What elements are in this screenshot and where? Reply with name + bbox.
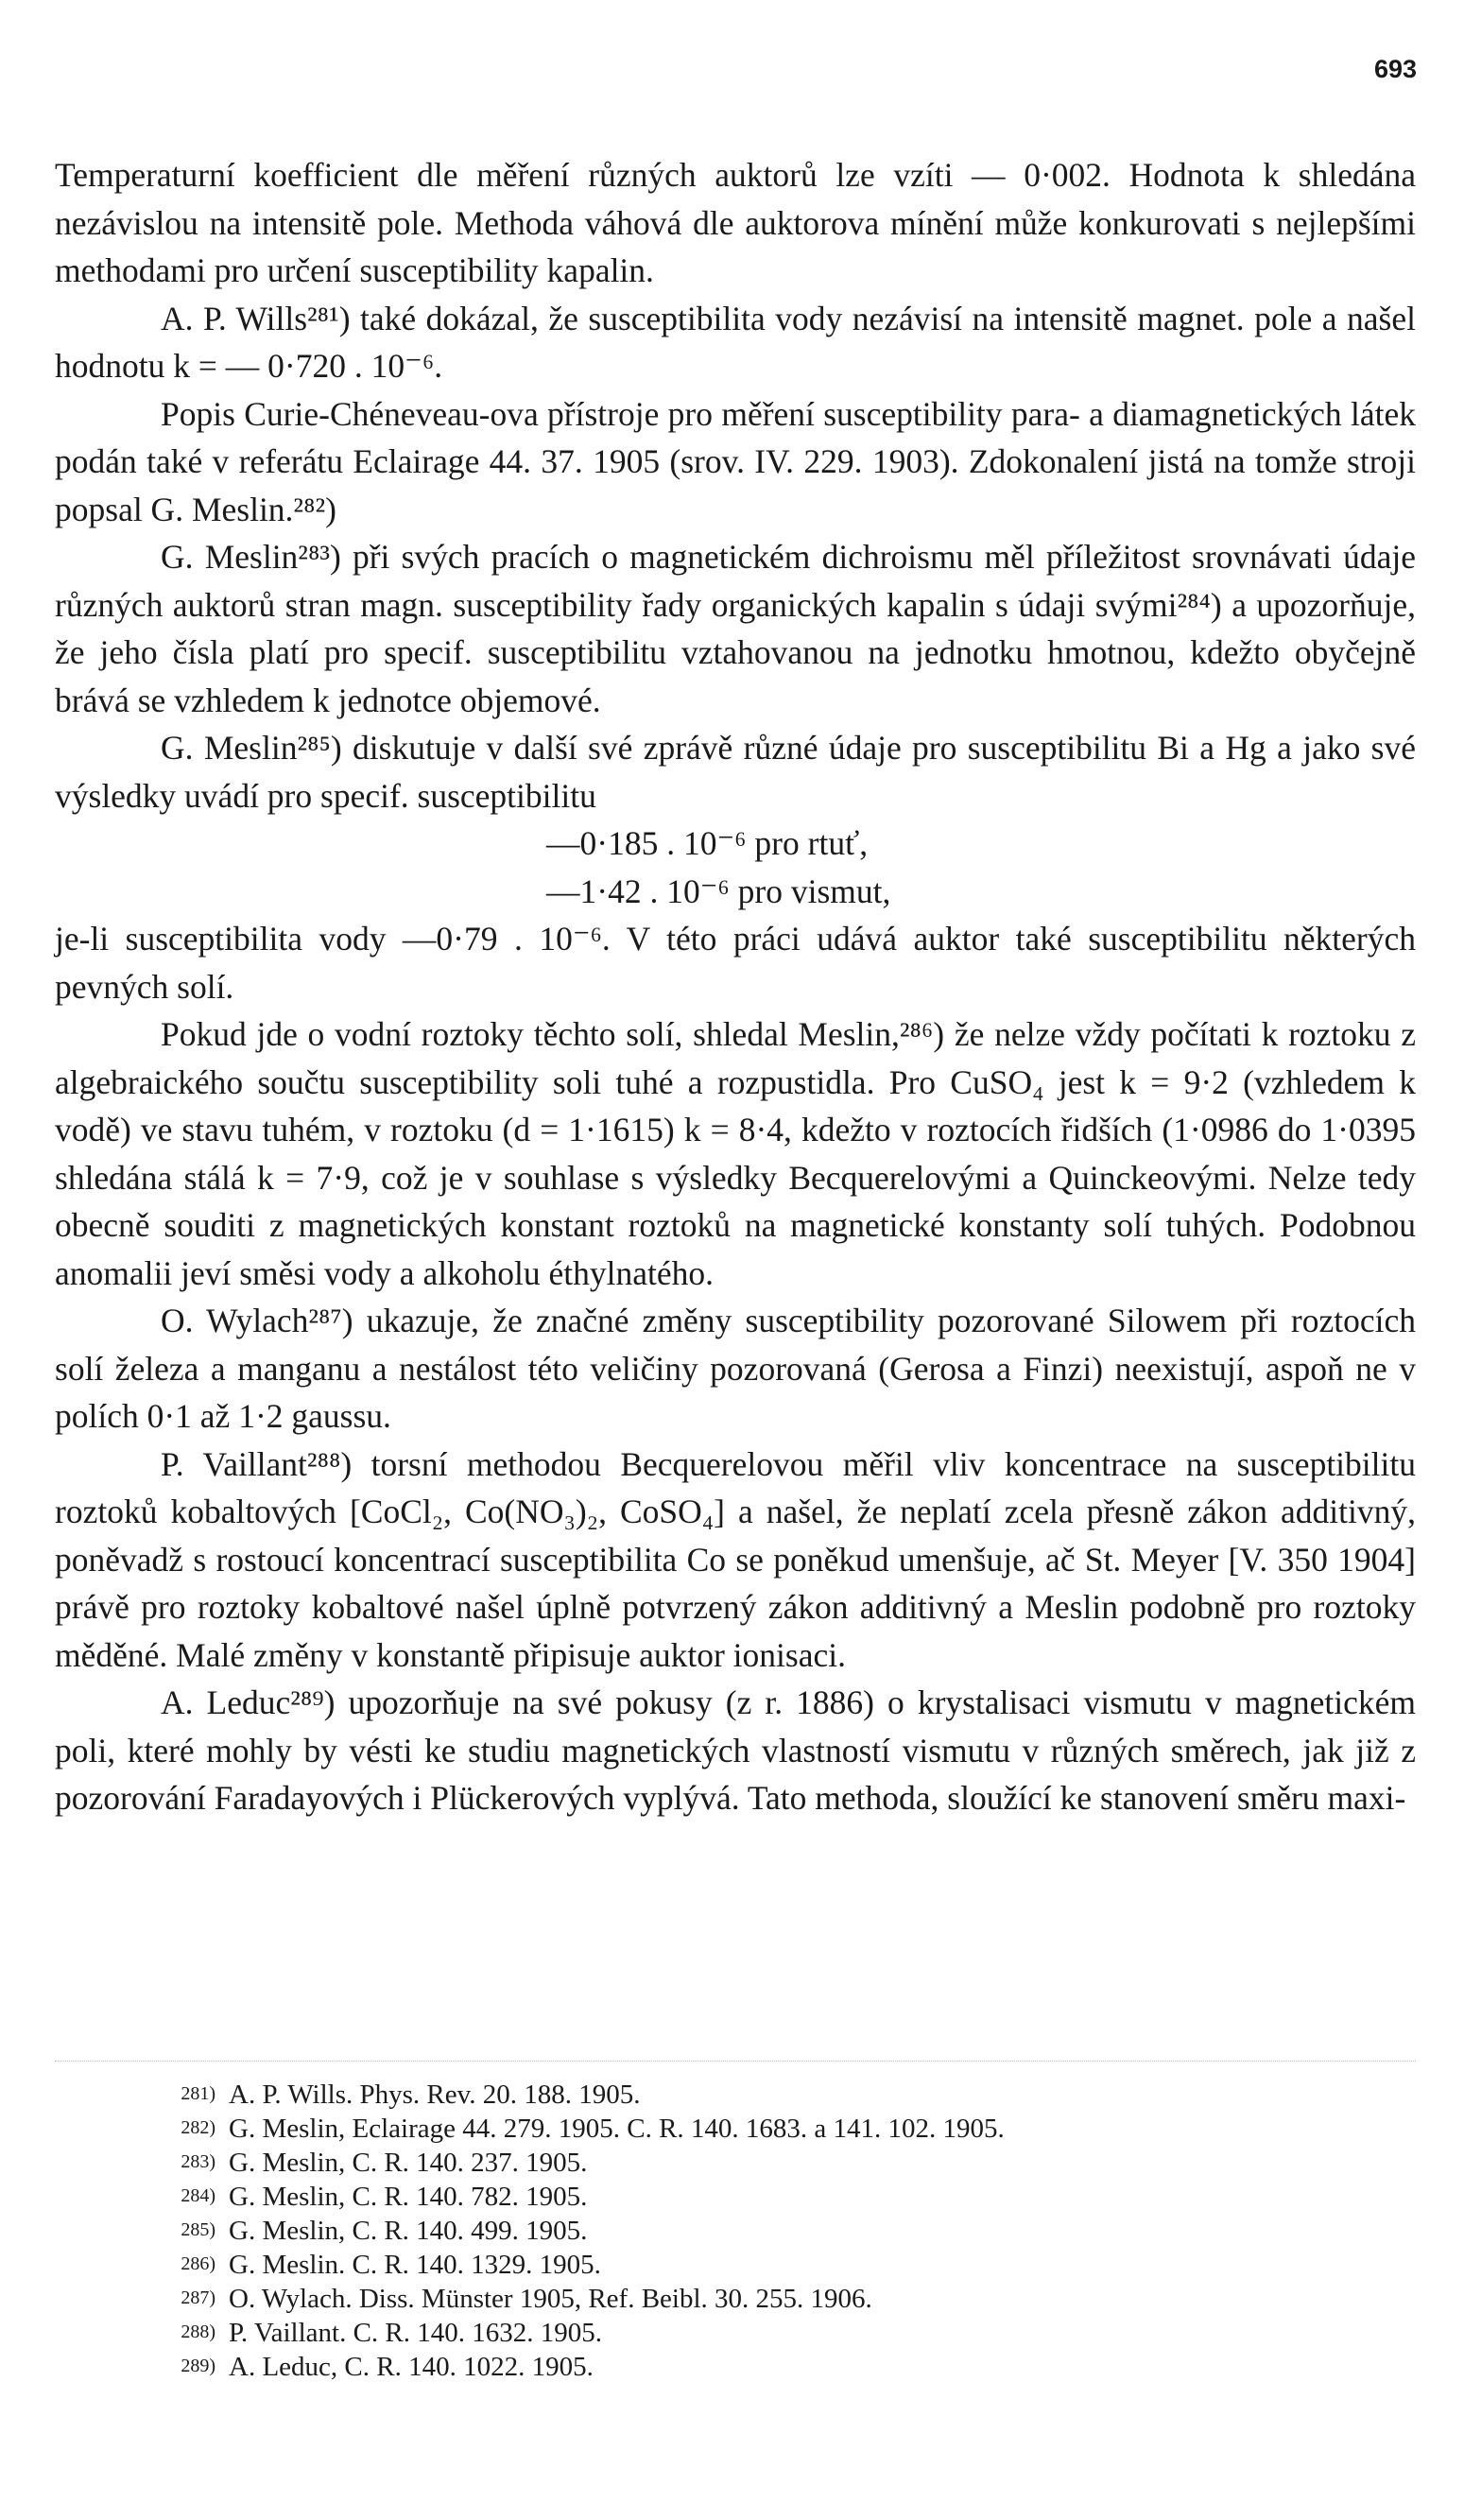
- footnote: [151, 2214, 1418, 2248]
- footnote: [151, 2282, 1418, 2316]
- footnote: [151, 2112, 1418, 2146]
- paragraph: A. P. Wills²⁸¹) také dokázal, že susceptibilita vody nezávisí na intensitě magnet. pole a našel hodnotu k = — 0·720 . 10⁻⁶.: [55, 299, 1416, 385]
- footnote-number: 282): [181, 2117, 215, 2138]
- footnote-text: G. Meslin, C. R. 140. 237. 1905.: [229, 2148, 588, 2178]
- footnote-number: 281): [181, 2083, 215, 2104]
- footnote-text: G. Meslin. C. R. 140. 1329. 1905.: [229, 2250, 601, 2280]
- footnotes: [151, 2078, 1418, 2384]
- footnote-text: P. Vaillant. C. R. 140. 1632. 1905.: [229, 2318, 603, 2348]
- footnote-number: 285): [181, 2219, 215, 2240]
- footnote: [151, 2350, 1418, 2384]
- paragraph: G. Meslin²⁸³) při svých pracích o magnetickém dichroismu měl příležitost srovnávati údaje různých auktorů stran magn. susceptibility řady organických kapalin s údaji svými²⁸⁴) a upozorňuje, že jeho čísla platí pro specif. susceptibilitu vztahovanou na jednotku hmotnou, kdežto obyčejně brává se vzhledem k jednotce objemové.: [55, 538, 1416, 719]
- footnote-text: G. Meslin, Eclairage 44. 279. 1905. C. R. 140. 1683. a 141. 102. 1905.: [229, 2114, 1005, 2144]
- footnote-number: 283): [181, 2151, 215, 2172]
- footnote-number: 288): [181, 2322, 215, 2342]
- formula-line: —0·185 . 10⁻⁶ pro rtuť,: [546, 824, 869, 862]
- page-number: 693: [1373, 55, 1417, 83]
- footnote-text: O. Wylach. Diss. Münster 1905, Ref. Beibl. 30. 255. 1906.: [229, 2284, 872, 2314]
- footnote: [151, 2316, 1418, 2350]
- footnote-number: 284): [181, 2185, 215, 2206]
- footnote-divider: [55, 2061, 1416, 2062]
- main-text: [55, 151, 1416, 1822]
- footnote-number: 289): [181, 2356, 215, 2376]
- paragraph: G. Meslin²⁸⁵) diskutuje v další své zprávě různé údaje pro susceptibilitu Bi a Hg a jako své výsledky uvádí pro specif. susceptibilitu: [55, 729, 1416, 815]
- footnote-number: 286): [181, 2253, 215, 2274]
- paragraph: P. Vaillant²⁸⁸) torsní methodou Becquerelovou měřil vliv koncentrace na susceptibilitu roztoků kobaltových [CoCl₂, Co(NO₃)₂, CoSO₄] a našel, že neplatí zcela přesně zákon additivný, poněvadž s rostoucí koncentrací susceptibilita Co se poněkud umenšuje, ač St. Meyer [V. 350 1904] právě pro roztoky kobaltové našel úplně potvrzený zákon additivný a Meslin podobně pro roztoky měděné. Malé změny v konstantě připisuje auktor ionisaci.: [55, 1444, 1416, 1674]
- paragraph: A. Leduc²⁸⁹) upozorňuje na své pokusy (z r. 1886) o krystalisaci vismutu v magnetickém poli, které mohly by vésti ke studiu magnetických vlastností vismutu v různých směrech, jak již z pozorování Faradayových i Plückerových vyplývá. Tato methoda, sloužící ke stanovení směru maxi-: [55, 1683, 1416, 1817]
- footnote-text: A. Leduc, C. R. 140. 1022. 1905.: [229, 2352, 594, 2382]
- footnote-text: G. Meslin, C. R. 140. 499. 1905.: [229, 2216, 588, 2246]
- paragraph: Popis Curie-Chéneveau-ova přístroje pro měření susceptibility para- a diamagnetických látek podán také v referátu Eclairage 44. 37. 1905 (srov. IV. 229. 1903). Zdokonalení jistá na tomže stroji popsal G. Meslin.²⁸²): [55, 394, 1416, 528]
- footnote: [151, 2146, 1418, 2180]
- formula-line: —1·42 . 10⁻⁶ pro vismut,: [546, 872, 891, 910]
- footnote: [151, 2078, 1418, 2112]
- footnote-number: 287): [181, 2287, 215, 2308]
- footnote-text: A. P. Wills. Phys. Rev. 20. 188. 1905.: [229, 2080, 641, 2110]
- paragraph: je-li susceptibilita vody —0·79 . 10⁻⁶. V této práci udává auktor také susceptibilitu některých pevných solí.: [55, 920, 1416, 1006]
- footnote: [151, 2180, 1418, 2214]
- footnote: [151, 2248, 1418, 2282]
- paragraph: O. Wylach²⁸⁷) ukazuje, že značné změny susceptibility pozorované Silowem při roztocích solí železa a manganu a nestálost této veličiny pozorovaná (Gerosa a Finzi) neexistují, aspoň ne v polích 0·1 až 1·2 gaussu.: [55, 1302, 1416, 1435]
- paragraph: Temperaturní koefficient dle měření různých auktorů lze vzíti — 0·002. Hodnota k shledána nezávislou na intensitě pole. Methoda váhová dle auktorova mínění může konkurovati s nejlepšími methodami pro určení susceptibility kapalin.: [55, 156, 1416, 289]
- paragraph: Pokud jde o vodní roztoky těchto solí, shledal Meslin,²⁸⁶) že nelze vždy počítati k roztoku z algebraického součtu susceptibility soli tuhé a rozpustidla. Pro CuSO₄ jest k = 9·2 (vzhledem k vodě) ve stavu tuhém, v roztoku (d = 1·1615) k = 8·4, kdežto v roztocích řidších (1·0986 do 1·0395 shledána stálá k = 7·9, což je v souhlase s výsledky Becquerelovými a Quinckeovými. Nelze tedy obecně souditi z magnetických konstant roztoků na magnetické konstanty solí tuhých. Podobnou anomalii jeví směsi vody a alkoholu éthylnatého.: [55, 1015, 1416, 1292]
- footnote-text: G. Meslin, C. R. 140. 782. 1905.: [229, 2182, 588, 2212]
